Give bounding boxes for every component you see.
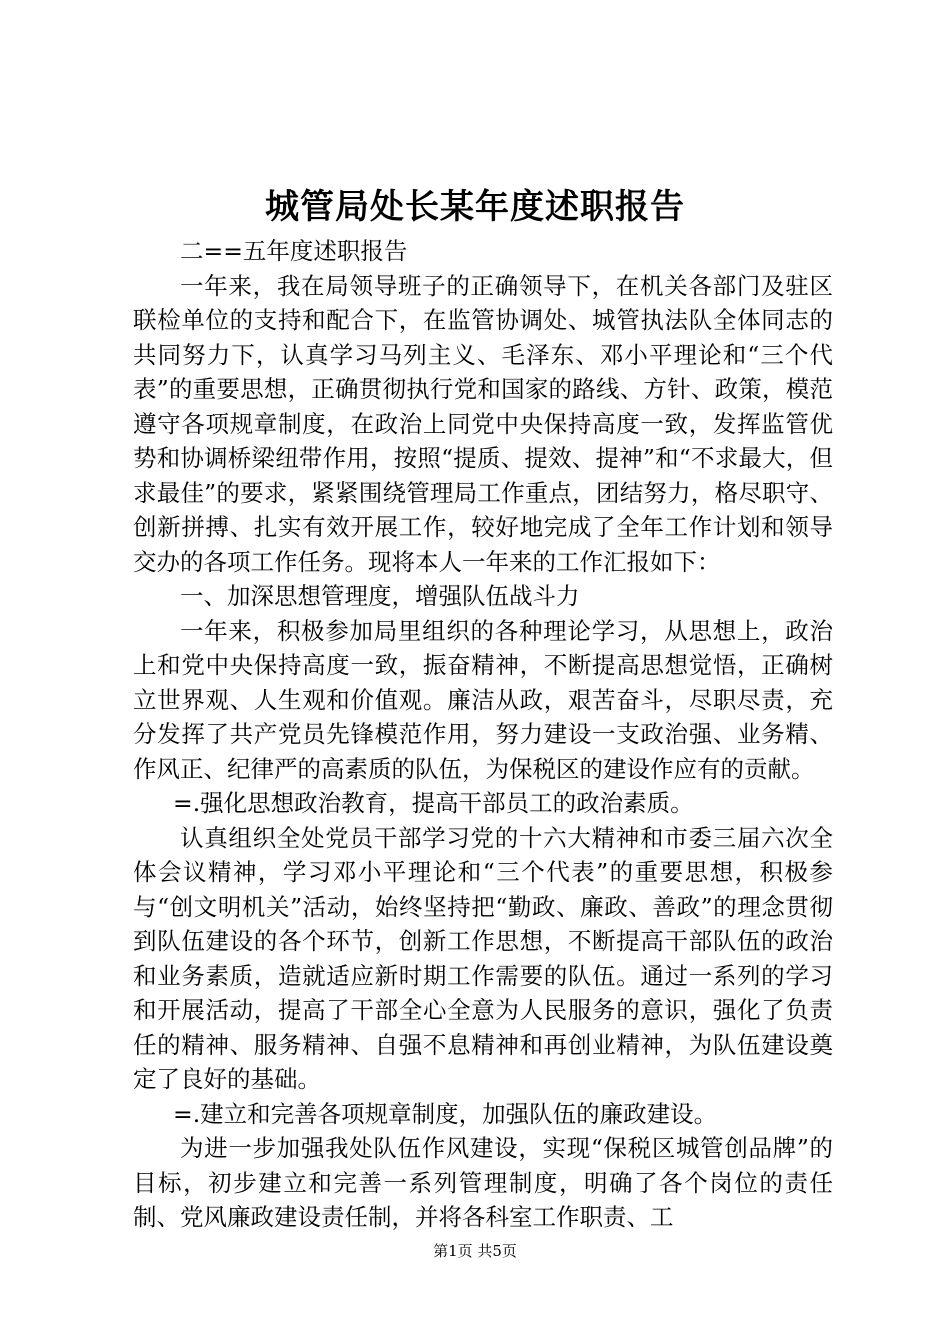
subheading-1: =.强化思想政治教育，提高干部员工的政治素质。 bbox=[173, 789, 694, 817]
paragraph-subtitle: 二==五年度述职报告 bbox=[180, 237, 408, 265]
document-title: 城管局处长某年度述职报告 bbox=[265, 187, 685, 227]
paragraph-intro: 一年来，我在局领导班子的正确领导下，在机关各部门及驻区联检单位的支持和配合下，在监管协调处、城管执法队全体同志的共同努力下，认真学习马列主义、毛泽东、邓小平理论和“三个代表”的重要思想，正确贯彻执行党和国家的路线、方针、政策，模范遵守各项规章制度，在政治上同党中央保持高度一致，发挥监管优势和协调桥梁纽带作用，按照“提质、提效、提神”和“不求最大，但求最佳”的要求，紧紧围绕管理局工作重点，团结努力，格尽职守、创新拼搏、扎实有效开展工作，较好地完成了全年工作计划和领导交办的各项工作任务。现将本人一年来的工作汇报如下： bbox=[133, 271, 833, 576]
paragraph-subsection-1: 认真组织全处党员干部学习党的十六大精神和市委三届六次全体会议精神，学习邓小平理论和“三个代表”的重要思想，积极参与“创文明机关”活动，始终坚持把“勤政、廉政、善政”的理念贯彻到队伍建设的各个环节，创新工作思想，不断提高干部队伍的政治和业务素质，造就适应新时期工作需要的队伍。通过一系列的学习和开展活动，提高了干部全心全意为人民服务的意识，强化了负责任的精神、服务精神、自强不息精神和再创业精神，为队伍建设奠定了良好的基础。 bbox=[133, 823, 833, 1093]
page-footer: 第1页 共5页 bbox=[433, 1242, 517, 1260]
document-body bbox=[133, 234, 833, 1235]
paragraph-section-1: 一年来，积极参加局里组织的各种理论学习，从思想上，政治上和党中央保持高度一致，振奋精神，不断提高思想觉悟，正确树立世界观、人生观和价值观。廉洁从政，艰苦奋斗，尽职尽责，充分发挥了共产党员先锋模范作用，努力建设一支政治强、业务精、作风正、纪律严的高素质的队伍，为保税区的建设作应有的贡献。 bbox=[133, 616, 833, 783]
subheading-2: =.建立和完善各项规章制度，加强队伍的廉政建设。 bbox=[173, 1099, 718, 1128]
paragraph-subsection-2: 为进一步加强我处队伍作风建设，实现“保税区城管创品牌”的目标，初步建立和完善一系列管理制度，明确了各个岗位的责任制、党风廉政建设责任制，并将各科室工作职责、工 bbox=[133, 1134, 833, 1231]
section-heading-1: 一、加深思想管理度，增强队伍战斗力 bbox=[180, 582, 580, 610]
